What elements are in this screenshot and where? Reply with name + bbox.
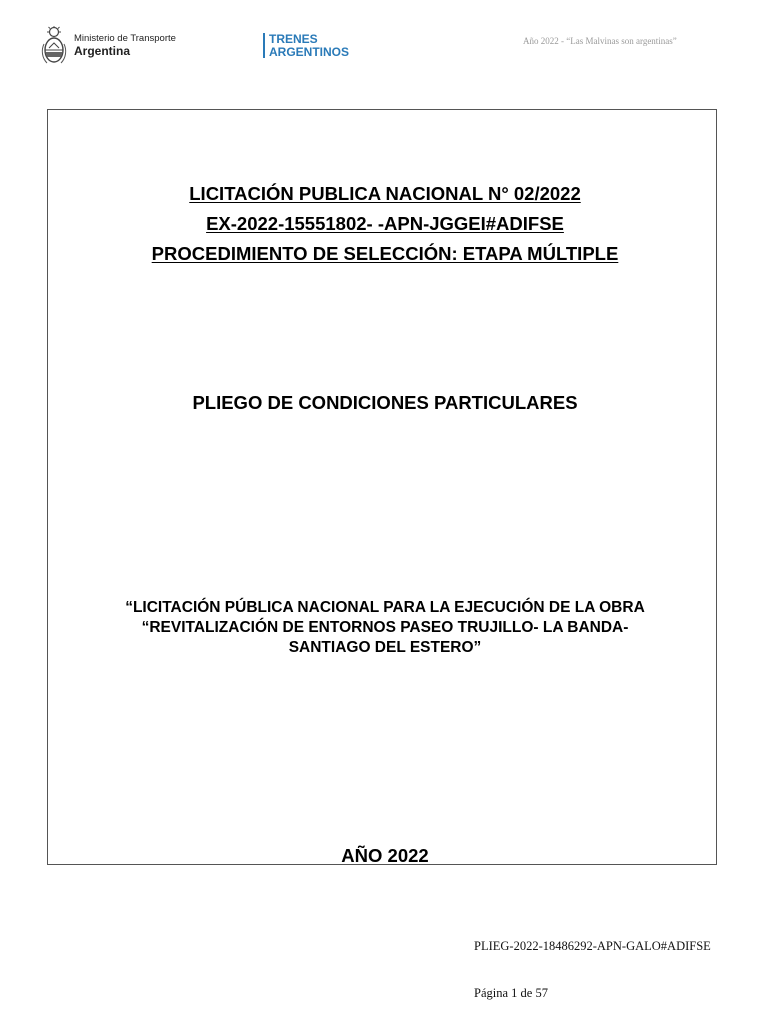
selection-procedure: PROCEDIMIENTO DE SELECCIÓN: ETAPA MÚLTIPLE bbox=[151, 243, 619, 264]
ministerio-country: Argentina bbox=[74, 43, 131, 58]
page-number: Página 1 de 57 bbox=[474, 986, 548, 1000]
document-id: PLIEG-2022-18486292-APN-GALO#ADIFSE bbox=[474, 939, 711, 953]
project-description-line3: SANTIAGO DEL ESTERO” bbox=[288, 639, 482, 656]
cover-year: AÑO 2022 bbox=[341, 845, 429, 866]
trenes-logo-bar bbox=[263, 33, 265, 58]
trenes-logo-line2: ARGENTINOS bbox=[269, 44, 350, 59]
ministerio-logo bbox=[40, 26, 176, 66]
project-description-line1: “LICITACIÓN PÚBLICA NACIONAL PARA LA EJECUCIÓN DE LA OBRA bbox=[125, 599, 645, 616]
header-motto: Año 2022 - “Las Malvinas son argentinas” bbox=[523, 36, 677, 46]
expediente-number: EX-2022-15551802- -APN-JGGEI#ADIFSE bbox=[206, 213, 564, 234]
trenes-argentinos-logo bbox=[263, 33, 349, 58]
document-subtitle: PLIEGO DE CONDICIONES PARTICULARES bbox=[192, 392, 578, 413]
ministerio-name: Ministerio de Transporte bbox=[74, 33, 176, 45]
trenes-logo-line1: TRENES bbox=[269, 32, 318, 46]
tender-title: LICITACIÓN PUBLICA NACIONAL N° 02/2022 bbox=[189, 183, 581, 204]
page-header bbox=[0, 0, 770, 80]
project-description-line2: “REVITALIZACIÓN DE ENTORNOS PASEO TRUJILLO- LA BANDA- bbox=[141, 619, 629, 636]
coat-of-arms-icon bbox=[40, 26, 68, 66]
